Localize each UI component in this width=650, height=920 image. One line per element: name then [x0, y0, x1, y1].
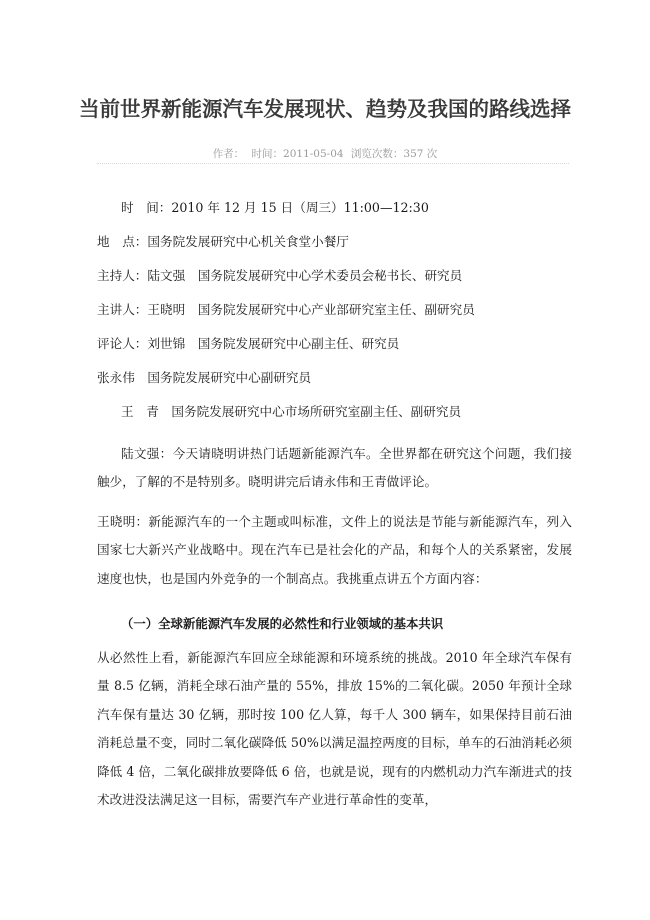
- publish-time: 时间：2011-05-04: [251, 148, 344, 160]
- paragraph-speaker-intro: 王晓明：新能源汽车的一个主题或叫标准，文件上的说法是节能与新能源汽车，列入国家七大新兴产业战略中。现在汽车已是社会化的产品，和每个人的关系紧密，发展速度也快，也是国内外竞争的一个制高点。我挑重点讲五个方面内容：: [97, 514, 572, 586]
- article-title: 当前世界新能源汽车发展现状、趋势及我国的路线选择: [79, 97, 571, 121]
- article-meta: [0, 146, 650, 161]
- info-place: 地 点：国务院发展研究中心机关食堂小餐厅: [97, 234, 349, 249]
- view-count: 浏览次数：357 次: [350, 148, 438, 160]
- meta-divider: [97, 163, 569, 164]
- info-speaker: 主讲人：王晓明 国务院发展研究中心产业部研究室主任、副研究员: [97, 302, 475, 317]
- section-heading-1: （一）全球新能源汽车发展的必然性和行业领域的基本共识: [121, 616, 444, 631]
- paragraph-host-opening: 陆文强：今天请晓明讲热门话题新能源汽车。全世界都在研究这个问题，我们接触少，了解的不是特别多。晓明讲完后请永伟和王青做评论。: [97, 446, 572, 490]
- info-time: 时 间：2010 年 12 月 15 日（周三）11:00—12:30: [121, 200, 429, 215]
- info-host: 主持人：陆文强 国务院发展研究中心学术委员会秘书长、研究员: [97, 268, 463, 283]
- paragraph-necessity: 从必然性上看，新能源汽车回应全球能源和环境系统的挑战。2010 年全球汽车保有量 8.5 亿辆，消耗全球石油产量的 55%，排放 15%的二氧化碳。2050 年预计全球汽车保有量达 30 亿辆，那时按 100 亿人算，每千人 300 辆车，如果保持目前石油消耗总量不变，同时二氧化碳降低 50%以满足温控两度的目标，单车的石油消耗必须降低 4 倍，二氧化碳排放要降低 6 倍，也就是说，现有的内燃机动力汽车渐进式的技术改进没法满足这一目标，需要汽车产业进行革命性的变革，: [97, 650, 572, 808]
- info-commentator: 评论人：刘世锦 国务院发展研究中心副主任、研究员: [97, 336, 400, 351]
- info-commentator-2: 张永伟 国务院发展研究中心副研究员: [97, 370, 312, 385]
- info-commentator-3: 王 青 国务院发展研究中心市场所研究室副主任、副研究员: [121, 404, 462, 419]
- author-label: 作者：: [212, 148, 245, 160]
